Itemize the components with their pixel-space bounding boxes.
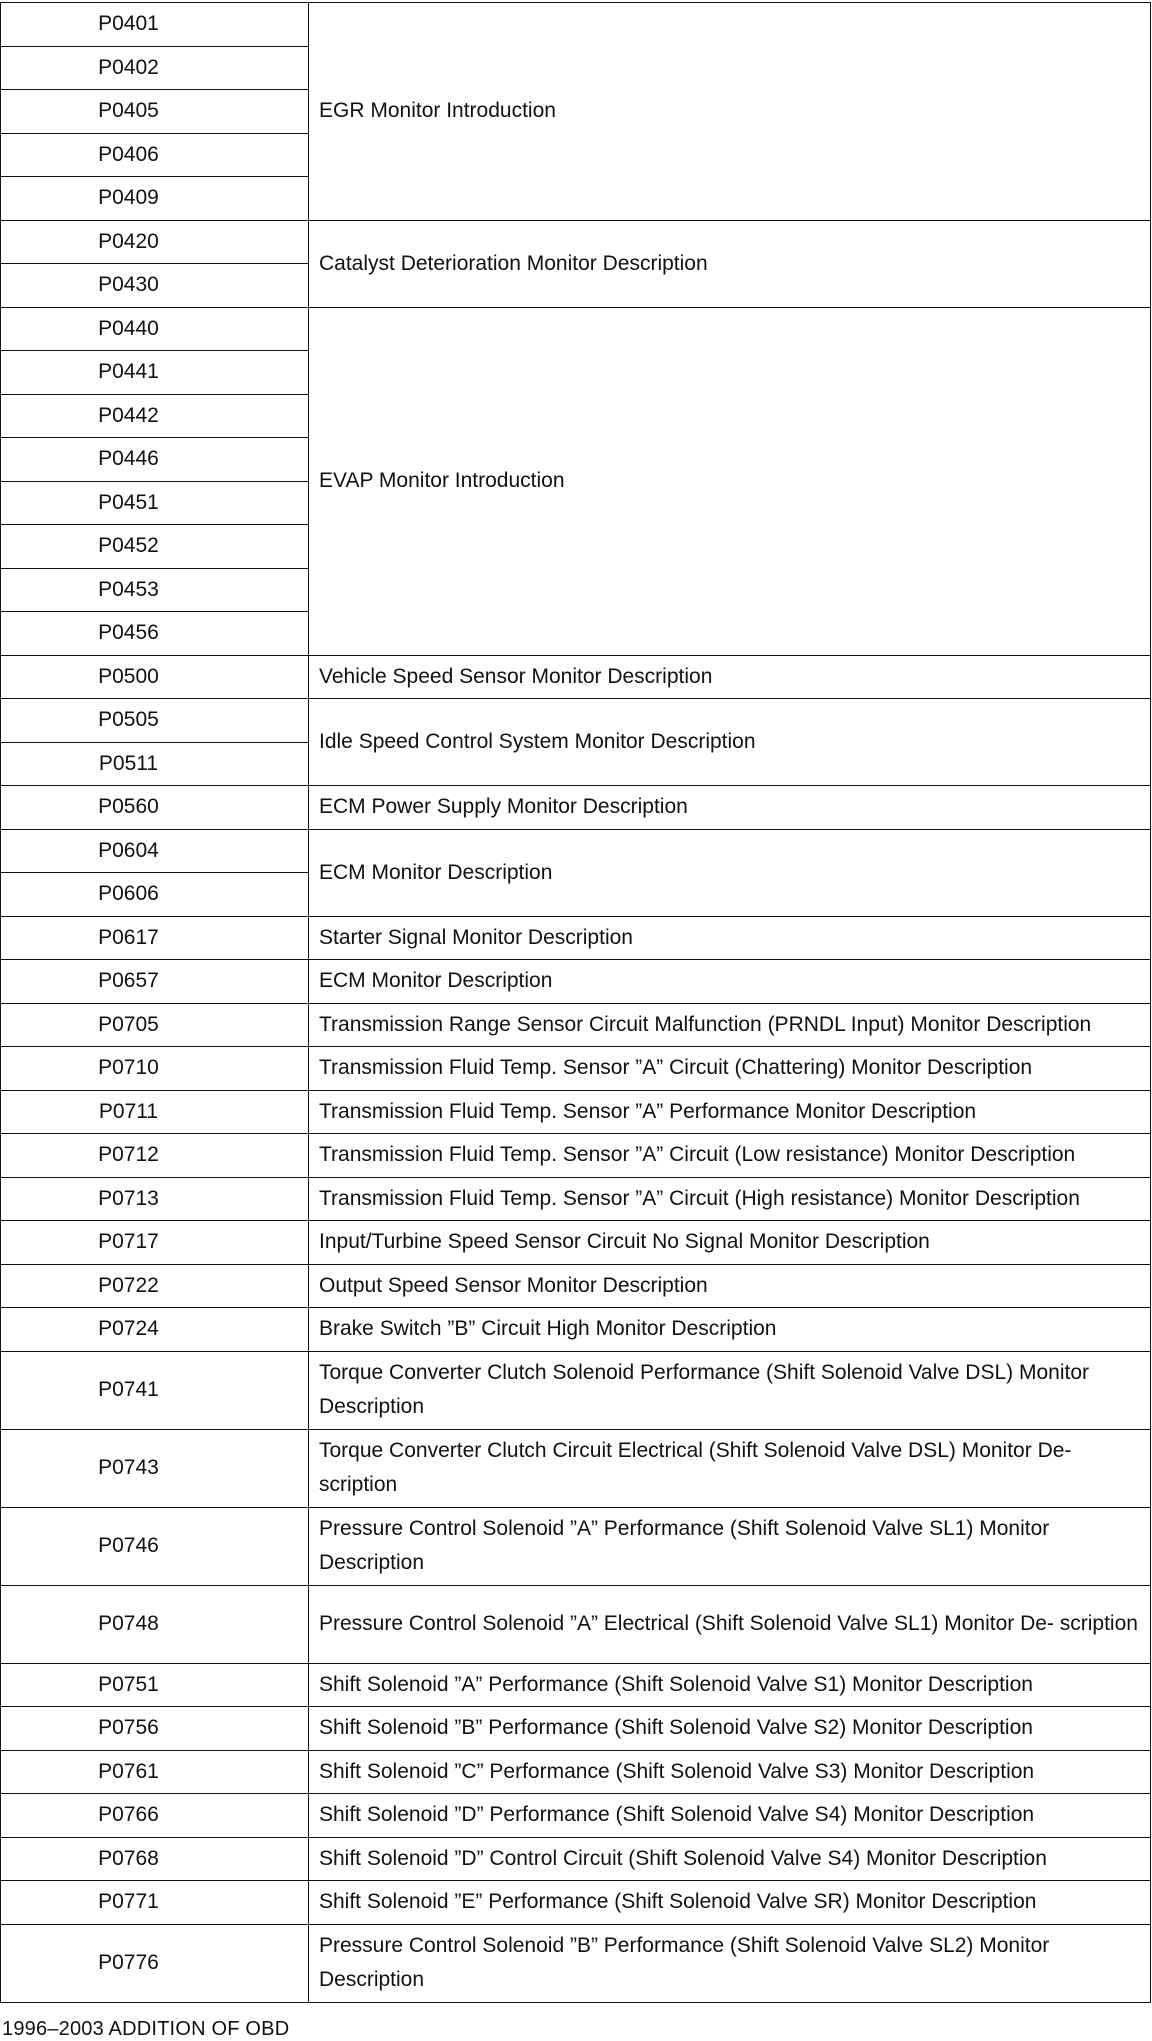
dtc-code-cell: P0420 xyxy=(1,220,309,264)
table-row xyxy=(1,1924,1151,2002)
dtc-description-cell: Input/Turbine Speed Sensor Circuit No Signal Monitor Description xyxy=(309,1221,1151,1265)
dtc-code-cell: P0617 xyxy=(1,916,309,960)
dtc-description-cell: Pressure Control Solenoid ”A” Performance (Shift Solenoid Valve SL1) Monitor Description xyxy=(309,1507,1151,1585)
dtc-description-cell: Shift Solenoid ”D” Performance (Shift Solenoid Valve S4) Monitor Description xyxy=(309,1794,1151,1838)
dtc-description-cell: Transmission Fluid Temp. Sensor ”A” Circuit (Low resistance) Monitor Description xyxy=(309,1134,1151,1178)
dtc-description-cell: Transmission Fluid Temp. Sensor ”A” Circuit (High resistance) Monitor Description xyxy=(309,1177,1151,1221)
dtc-description-cell: Starter Signal Monitor Description xyxy=(309,916,1151,960)
dtc-code-cell: P0717 xyxy=(1,1221,309,1265)
dtc-description-cell: Shift Solenoid ”D” Control Circuit (Shift Solenoid Valve S4) Monitor Description xyxy=(309,1837,1151,1881)
dtc-code-cell: P0766 xyxy=(1,1794,309,1838)
table-row xyxy=(1,1221,1151,1265)
dtc-description-cell: Torque Converter Clutch Solenoid Performance (Shift Solenoid Valve DSL) Monitor Description xyxy=(309,1351,1151,1429)
table-row xyxy=(1,1090,1151,1134)
table-row xyxy=(1,1507,1151,1585)
dtc-code-cell: P0511 xyxy=(1,742,309,786)
dtc-code-cell: P0441 xyxy=(1,351,309,395)
dtc-code-cell: P0606 xyxy=(1,873,309,917)
dtc-code-cell: P0711 xyxy=(1,1090,309,1134)
dtc-description-cell: Pressure Control Solenoid ”A” Electrical (Shift Solenoid Valve SL1) Monitor De- scription xyxy=(309,1585,1151,1663)
page-footer: 1996–2003 ADDITION OF OBD xyxy=(2,2018,290,2040)
table-row xyxy=(1,3,1151,47)
dtc-code-cell: P0401 xyxy=(1,3,309,47)
table-row xyxy=(1,1003,1151,1047)
table-row xyxy=(1,1881,1151,1925)
dtc-code-cell: P0756 xyxy=(1,1707,309,1751)
dtc-description-cell: Shift Solenoid ”A” Performance (Shift Solenoid Valve S1) Monitor Description xyxy=(309,1663,1151,1707)
dtc-code-cell: P0761 xyxy=(1,1750,309,1794)
dtc-code-cell: P0713 xyxy=(1,1177,309,1221)
dtc-description-cell: Torque Converter Clutch Circuit Electrical (Shift Solenoid Valve DSL) Monitor De- scription xyxy=(309,1429,1151,1507)
dtc-code-cell: P0452 xyxy=(1,525,309,569)
table-row xyxy=(1,1837,1151,1881)
table-row xyxy=(1,829,1151,873)
dtc-code-cell: P0705 xyxy=(1,1003,309,1047)
table-row xyxy=(1,1308,1151,1352)
dtc-code-cell: P0771 xyxy=(1,1881,309,1925)
table-row xyxy=(1,960,1151,1004)
dtc-code-cell: P0560 xyxy=(1,786,309,830)
table-row xyxy=(1,1663,1151,1707)
dtc-code-cell: P0402 xyxy=(1,46,309,90)
dtc-code-cell: P0746 xyxy=(1,1507,309,1585)
table-row xyxy=(1,220,1151,264)
dtc-code-cell: P0453 xyxy=(1,568,309,612)
dtc-description-cell: Brake Switch ”B” Circuit High Monitor Description xyxy=(309,1308,1151,1352)
table-row xyxy=(1,307,1151,351)
dtc-description-cell: ECM Monitor Description xyxy=(309,829,1151,916)
dtc-code-cell: P0724 xyxy=(1,1308,309,1352)
dtc-code-cell: P0657 xyxy=(1,960,309,1004)
dtc-code-cell: P0776 xyxy=(1,1924,309,2002)
dtc-description-cell: ECM Power Supply Monitor Description xyxy=(309,786,1151,830)
dtc-description-cell: ECM Monitor Description xyxy=(309,960,1151,1004)
table-row xyxy=(1,786,1151,830)
dtc-code-cell: P0451 xyxy=(1,481,309,525)
table-row xyxy=(1,1351,1151,1429)
table-row xyxy=(1,655,1151,699)
dtc-description-cell: Transmission Range Sensor Circuit Malfunction (PRNDL Input) Monitor Description xyxy=(309,1003,1151,1047)
dtc-table-body xyxy=(1,3,1151,2003)
dtc-description-cell: EGR Monitor Introduction xyxy=(309,3,1151,221)
dtc-code-cell: P0768 xyxy=(1,1837,309,1881)
dtc-description-cell: Output Speed Sensor Monitor Description xyxy=(309,1264,1151,1308)
dtc-code-cell: P0604 xyxy=(1,829,309,873)
table-row xyxy=(1,1177,1151,1221)
dtc-description-cell: EVAP Monitor Introduction xyxy=(309,307,1151,655)
dtc-description-cell: Vehicle Speed Sensor Monitor Description xyxy=(309,655,1151,699)
dtc-code-cell: P0505 xyxy=(1,699,309,743)
dtc-code-cell: P0748 xyxy=(1,1585,309,1663)
dtc-code-cell: P0722 xyxy=(1,1264,309,1308)
dtc-code-cell: P0710 xyxy=(1,1047,309,1091)
table-row xyxy=(1,1264,1151,1308)
dtc-description-cell: Catalyst Deterioration Monitor Description xyxy=(309,220,1151,307)
dtc-code-cell: P0500 xyxy=(1,655,309,699)
table-row xyxy=(1,1794,1151,1838)
table-row xyxy=(1,916,1151,960)
dtc-code-cell: P0442 xyxy=(1,394,309,438)
table-row xyxy=(1,1750,1151,1794)
dtc-code-cell: P0751 xyxy=(1,1663,309,1707)
dtc-code-cell: P0430 xyxy=(1,264,309,308)
dtc-description-cell: Shift Solenoid ”B” Performance (Shift Solenoid Valve S2) Monitor Description xyxy=(309,1707,1151,1751)
dtc-table xyxy=(0,2,1151,2003)
dtc-code-cell: P0712 xyxy=(1,1134,309,1178)
dtc-code-cell: P0406 xyxy=(1,133,309,177)
dtc-code-cell: P0405 xyxy=(1,90,309,134)
dtc-code-cell: P0741 xyxy=(1,1351,309,1429)
table-row xyxy=(1,1134,1151,1178)
dtc-description-cell: Transmission Fluid Temp. Sensor ”A” Performance Monitor Description xyxy=(309,1090,1151,1134)
dtc-description-cell: Pressure Control Solenoid ”B” Performance (Shift Solenoid Valve SL2) Monitor Description xyxy=(309,1924,1151,2002)
dtc-description-cell: Idle Speed Control System Monitor Description xyxy=(309,699,1151,786)
dtc-code-cell: P0409 xyxy=(1,177,309,221)
dtc-code-cell: P0743 xyxy=(1,1429,309,1507)
dtc-code-cell: P0446 xyxy=(1,438,309,482)
table-row xyxy=(1,1429,1151,1507)
table-row xyxy=(1,699,1151,743)
table-row xyxy=(1,1707,1151,1751)
dtc-description-cell: Shift Solenoid ”E” Performance (Shift Solenoid Valve SR) Monitor Description xyxy=(309,1881,1151,1925)
table-row xyxy=(1,1047,1151,1091)
dtc-code-cell: P0440 xyxy=(1,307,309,351)
dtc-description-cell: Shift Solenoid ”C” Performance (Shift Solenoid Valve S3) Monitor Description xyxy=(309,1750,1151,1794)
dtc-code-cell: P0456 xyxy=(1,612,309,656)
dtc-description-cell: Transmission Fluid Temp. Sensor ”A” Circuit (Chattering) Monitor Description xyxy=(309,1047,1151,1091)
table-row xyxy=(1,1585,1151,1663)
